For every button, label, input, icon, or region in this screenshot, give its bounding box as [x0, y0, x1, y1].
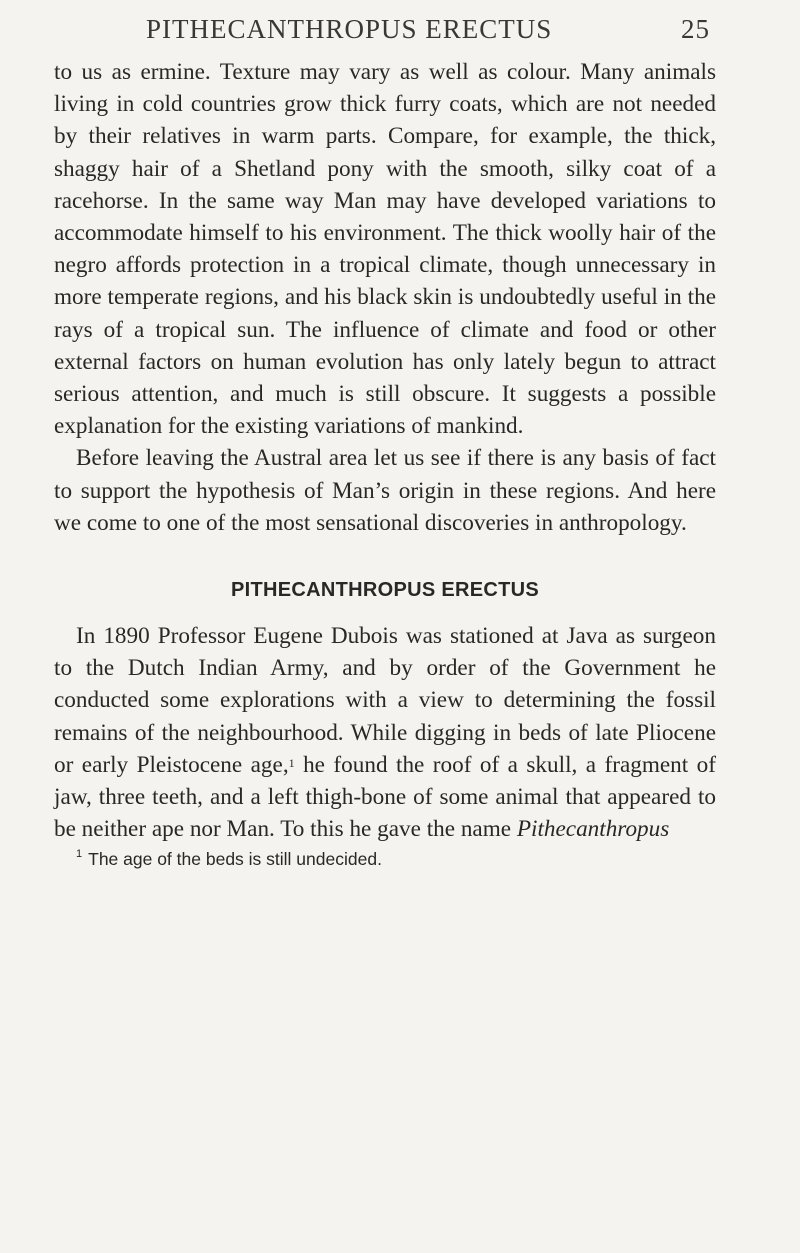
dubois-text-end: he found the roof of a skull, a fragment of jaw, three teeth, and a left thigh-bone of some animal that appeared to be neither ape nor Man. To this he gave the name: [54, 751, 716, 843]
section-heading: PITHECANTHROPUS ERECTUS: [230, 579, 540, 602]
paragraph-dubois: [54, 620, 716, 845]
footnote-marker: 1: [76, 848, 83, 861]
footnote: [54, 849, 716, 870]
paragraph-continued: to us as ermine. Texture may vary as well as colour. Many animals living in cold countries grow thick furry coats, which are not needed by their relatives in warm parts. Compare, for example, the thick, shaggy hair of a Shetland pony with the smooth, silky coat of a racehorse. In the same way Man may have developed variations to accommodate himself to his environment. The thick woolly hair of the negro affords protection in a tropical climate, though unnecessary in more temperate regions, and his black skin is undoubtedly useful in the rays of a tropical sun. The influence of climate and food or other external factors on human evolution has only lately begun to attract serious attention, and much is still obscure. It suggests a possible explanation for the existing variations of mankind.: [54, 59, 716, 440]
footnote-text: The age of the beds is still undecided.: [88, 849, 382, 870]
running-header: [54, 14, 716, 56]
book-page: [54, 14, 716, 870]
page-number: 25: [681, 14, 710, 44]
running-title: PITHECANTHROPUS ERECTUS: [146, 14, 553, 44]
dubois-text-start: In 1890 Professor Eugene Dubois was stationed at Java as surgeon to the Dutch Indian Army, and by order of the Government he conducted some explorations with a view to determining the fossil remains of the neighbourhood. While digging in beds of late Pliocene or early Pleistocene age,: [54, 623, 716, 778]
paragraph-austral: Before leaving the Austral area let us see if there is any basis of fact to support the hypothesis of Man’s origin in these regions. And here we come to one of the most sensational discoveries in anthropology.: [54, 445, 716, 536]
genus-name-italic: Pithecanthropus: [516, 816, 670, 843]
footnote-reference[interactable]: 1: [288, 755, 295, 770]
